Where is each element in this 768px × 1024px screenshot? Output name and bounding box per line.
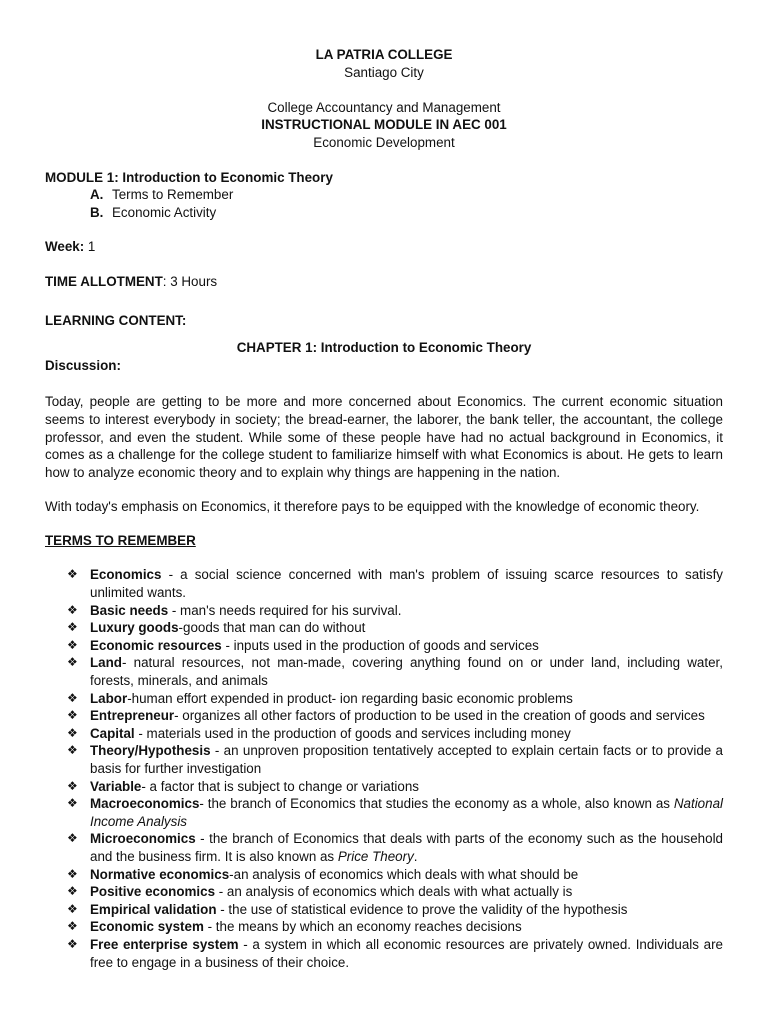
term-item <box>45 866 723 884</box>
diamond-bullet-icon: ❖ <box>67 884 78 899</box>
discussion-label: Discussion: <box>45 357 121 373</box>
term-item <box>45 654 723 689</box>
term-item <box>45 936 723 971</box>
term-name: Economics <box>90 567 162 583</box>
term-name: Basic needs <box>90 602 169 618</box>
diamond-bullet-icon: ❖ <box>67 919 78 934</box>
term-name: Free enterprise system <box>90 936 239 952</box>
term-definition: - man's needs required for his survival. <box>168 602 402 618</box>
document-header <box>45 46 723 152</box>
department-name: College Accountancy and Management <box>267 99 501 115</box>
topic-text: Terms to Remember <box>112 187 234 203</box>
term-definition: - the branch of Economics that deals with parts of the economy such as the household and the business firm. It is also known as <box>90 831 723 864</box>
subject-name: Economic Development <box>313 134 455 150</box>
topic-text: Economic Activity <box>112 204 217 220</box>
topic-letter: B. <box>90 204 104 220</box>
term-definition: - the use of statistical evidence to prove the validity of the hypothesis <box>216 901 628 917</box>
term-item <box>45 742 723 777</box>
term-name: Land <box>90 655 122 671</box>
term-item <box>45 725 723 743</box>
term-item <box>45 690 723 708</box>
term-definition: - inputs used in the production of goods and services <box>221 637 539 653</box>
diamond-bullet-icon: ❖ <box>67 936 78 951</box>
discussion-paragraph: Today, people are getting to be more and more concerned about Economics. The current economic situation seems to interest everybody in society; the bread-earner, the laborer, the bank teller, the accountant, the college professor, and even the student. While some of these people have had no actual background in Economics, it comes as a challenge for the college student to familiarize himself with what Economics is about. He gets to learn how to analyze economic theory and to explain why things are happening in the nation. <box>45 394 723 480</box>
term-name: Normative economics <box>90 866 230 882</box>
topic-letter: A. <box>90 187 104 203</box>
term-item <box>45 795 723 830</box>
time-allotment-value: : 3 Hours <box>162 273 218 289</box>
term-item <box>45 619 723 637</box>
term-definition: - organizes all other factors of production to be used in the creation of goods and services <box>174 708 705 724</box>
term-name: Luxury goods <box>90 620 179 636</box>
term-item <box>45 566 723 601</box>
terms-heading: TERMS TO REMEMBER <box>45 532 196 548</box>
term-alias: Price Theory <box>337 848 414 864</box>
term-definition: - natural resources, not man-made, covering anything found on or under land, including water, forests, minerals, and animals <box>90 655 723 689</box>
term-definition: -human effort expended in product- ion regarding basic economic problems <box>127 690 573 706</box>
diamond-bullet-icon: ❖ <box>67 690 78 705</box>
module-topic <box>45 204 723 222</box>
term-definition: - an unproven proposition tentatively accepted to explain certain facts or to provide a basis for further investigation <box>90 743 723 776</box>
term-name: Economic system <box>90 919 204 935</box>
module-topic <box>45 186 723 204</box>
diamond-bullet-icon: ❖ <box>67 708 78 723</box>
chapter-title: CHAPTER 1: Introduction to Economic Theory <box>236 340 532 356</box>
term-name: Positive economics <box>90 884 216 900</box>
week-value: 1 <box>84 239 96 255</box>
term-definition: - a system in which all economic resources are privately owned. Individuals are free to engage in a business of their choice. <box>90 936 724 970</box>
college-name: LA PATRIA COLLEGE <box>315 47 453 62</box>
diamond-bullet-icon: ❖ <box>67 725 78 740</box>
document-page <box>45 46 723 971</box>
time-allotment-label: TIME ALLOTMENT <box>45 273 163 289</box>
diamond-bullet-icon: ❖ <box>67 778 78 793</box>
module-title: MODULE 1: Introduction to Economic Theory <box>45 169 333 185</box>
diamond-bullet-icon: ❖ <box>67 796 78 811</box>
term-name: Microeconomics <box>90 831 196 847</box>
diamond-bullet-icon: ❖ <box>67 620 78 635</box>
module-heading: INSTRUCTIONAL MODULE IN AEC 001 <box>261 117 507 133</box>
term-name: Entrepreneur <box>90 708 175 724</box>
term-name: Labor <box>90 690 128 706</box>
term-item <box>45 637 723 655</box>
diamond-bullet-icon: ❖ <box>67 743 78 758</box>
diamond-bullet-icon: ❖ <box>67 655 78 670</box>
term-name: Economic resources <box>90 637 222 653</box>
term-definition: - the means by which an economy reaches decisions <box>203 919 522 935</box>
term-item <box>45 918 723 936</box>
learning-content-heading: LEARNING CONTENT: <box>45 312 187 328</box>
term-definition: - a factor that is subject to change or variations <box>141 778 420 794</box>
term-item <box>45 883 723 901</box>
term-item <box>45 830 723 865</box>
term-item <box>45 901 723 919</box>
term-name: Theory/Hypothesis <box>90 743 211 759</box>
college-city: Santiago City <box>344 64 424 80</box>
diamond-bullet-icon: ❖ <box>67 602 78 617</box>
term-definition: - the branch of Economics that studies the economy as a whole, also known as <box>199 796 674 812</box>
term-name: Capital <box>90 725 135 741</box>
week-field <box>45 238 723 256</box>
discussion-paragraph: With today's emphasis on Economics, it therefore pays to be equipped with the knowledge of economic theory. <box>45 499 700 515</box>
term-definition: -goods that man can do without <box>178 620 366 636</box>
term-name: Empirical validation <box>90 901 217 917</box>
diamond-bullet-icon: ❖ <box>67 831 78 846</box>
term-name: Variable <box>90 778 142 794</box>
term-item <box>45 707 723 725</box>
terms-list <box>45 566 723 971</box>
module-topics <box>45 186 723 221</box>
term-alias: National Income Analysis <box>90 796 723 829</box>
term-definition: - materials used in the production of goods and services including money <box>134 725 571 741</box>
term-definition-end: . <box>413 848 418 864</box>
term-name: Macroeconomics <box>90 796 200 812</box>
diamond-bullet-icon: ❖ <box>67 901 78 916</box>
diamond-bullet-icon: ❖ <box>67 637 78 652</box>
term-item <box>45 778 723 796</box>
term-definition: -an analysis of economics which deals with what should be <box>229 866 579 882</box>
term-item <box>45 602 723 620</box>
term-definition: - an analysis of economics which deals with what actually is <box>215 884 573 900</box>
week-label: Week: <box>45 239 85 255</box>
diamond-bullet-icon: ❖ <box>67 866 78 881</box>
diamond-bullet-icon: ❖ <box>67 567 78 582</box>
time-allotment-field <box>45 273 723 291</box>
term-definition: - a social science concerned with man's problem of issuing scarce resources to satisfy unlimited wants. <box>90 567 723 601</box>
